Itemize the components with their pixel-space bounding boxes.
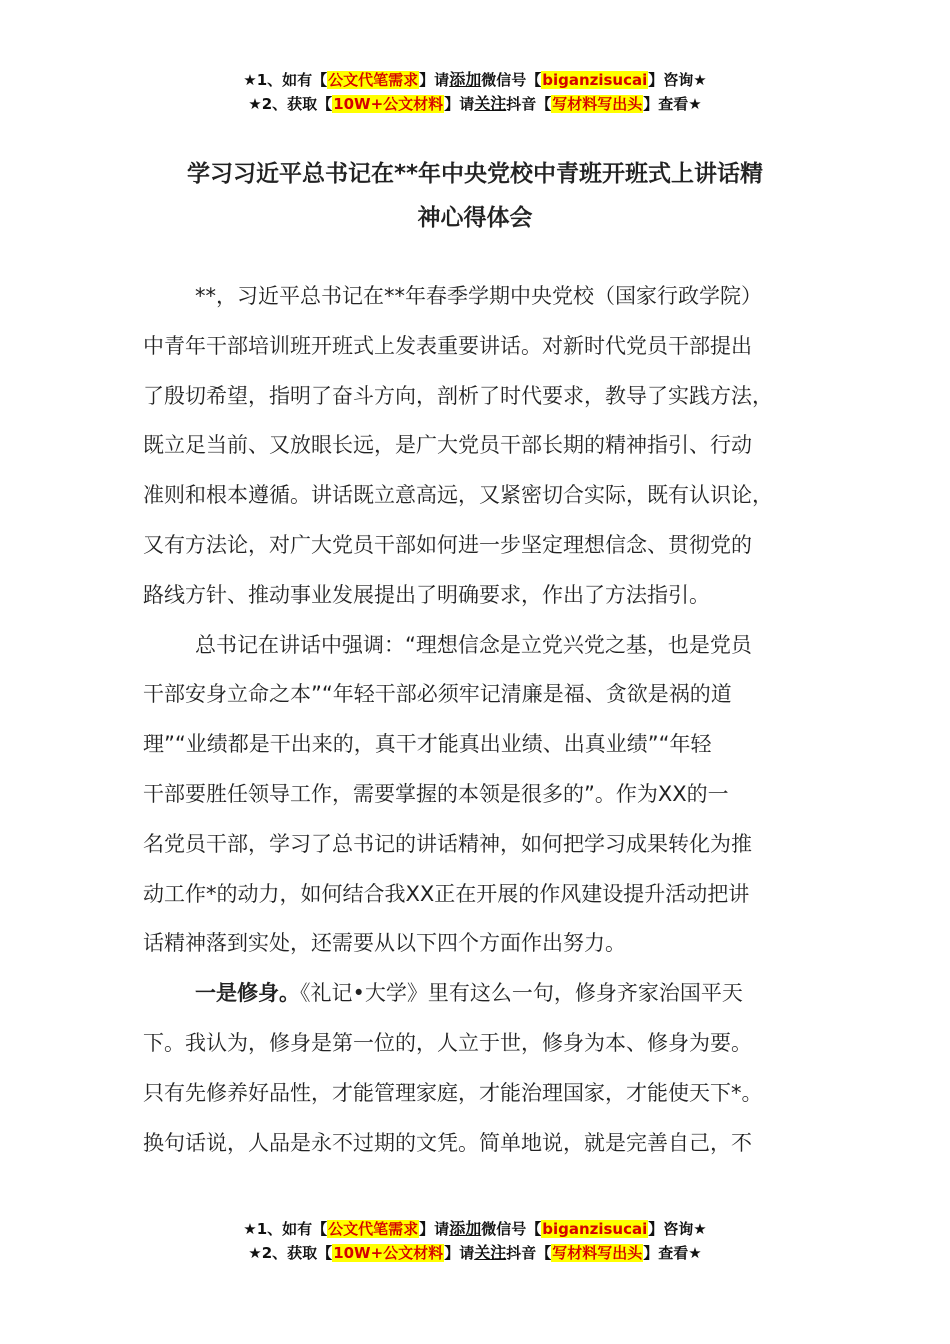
section-lead: 一是修身。 xyxy=(195,981,300,1006)
banner-text: 抖音【 xyxy=(506,1244,552,1262)
paragraph-line: 总书记在讲话中强调：“理想信念是立党兴党之基，也是党员 xyxy=(195,632,752,657)
paragraph-line: 又有方法论，对广大党员干部如何进一步坚定理想信念、贯彻党的 xyxy=(143,532,752,557)
banner-text: 】请 xyxy=(419,71,450,89)
banner-text: 】查看★ xyxy=(643,95,702,113)
banner-text: 】咨询★ xyxy=(648,71,707,89)
footer-banner xyxy=(0,1217,950,1265)
paragraph-line: 换句话说，人品是永不过期的文凭。简单地说，就是完善自己，不 xyxy=(143,1130,752,1155)
banner-text: 】请 xyxy=(419,1220,450,1238)
title-line-1: 学习习近平总书记在**年中央党校中青班开班式上讲话精 xyxy=(186,161,764,187)
document-title xyxy=(140,152,810,240)
banner-underline: 添加 xyxy=(449,70,482,89)
paragraph-line: 干部要胜任领导工作，需要掌握的本领是很多的”。作为XX的一 xyxy=(143,781,729,806)
paragraph-line: 名党员干部，学习了总书记的讲话精神，如何把学习成果转化为推 xyxy=(143,831,752,856)
banner-text: 抖音【 xyxy=(506,95,552,113)
banner-line-2 xyxy=(0,92,950,116)
paragraph-line: 了殷切希望，指明了奋斗方向，剖析了时代要求，教导了实践方法， xyxy=(143,383,773,408)
banner-text: 】查看★ xyxy=(643,1244,702,1262)
banner-highlight: 写材料写出头 xyxy=(552,1244,643,1262)
title-line-2: 神心得体会 xyxy=(417,205,533,231)
paragraph-line: 中青年干部培训班开班式上发表重要讲话。对新时代党员干部提出 xyxy=(143,333,752,358)
paragraph-line: 干部安身立命之本”“年轻干部必须牢记清廉是福、贪欲是祸的道 xyxy=(143,682,732,707)
header-banner xyxy=(0,68,950,116)
paragraph-text: 《礼记•大学》里有这么一句，修身齐家治国平天 xyxy=(300,981,743,1006)
banner-highlight: biganzisucai xyxy=(542,1220,648,1238)
paragraph-line: 话精神落到实处，还需要从以下四个方面作出努力。 xyxy=(143,931,626,956)
banner-underline: 关注 xyxy=(474,1243,507,1262)
banner-text: 】请 xyxy=(444,95,475,113)
banner-line-1 xyxy=(0,1217,950,1241)
banner-highlight: 10W+公文材料 xyxy=(333,95,444,113)
banner-highlight: 公文代笔需求 xyxy=(328,1220,419,1238)
paragraph-line: 动工作*的动力，如何结合我XX正在开展的作风建设提升活动把讲 xyxy=(143,881,750,906)
banner-line-2 xyxy=(0,1241,950,1265)
banner-text: 微信号【 xyxy=(481,71,542,89)
paragraph-line xyxy=(143,969,809,1019)
banner-text: ★1、如有【 xyxy=(243,1220,328,1238)
banner-text: ★1、如有【 xyxy=(243,71,328,89)
banner-text: ★2、获取【 xyxy=(248,1244,333,1262)
banner-highlight: 10W+公文材料 xyxy=(333,1244,444,1262)
paragraph-line: 准则和根本遵循。讲话既立意高远，又紧密切合实际，既有认识论， xyxy=(143,483,773,508)
document-body xyxy=(143,272,809,1168)
paragraph-line: 既立足当前、又放眼长远，是广大党员干部长期的精神指引、行动 xyxy=(143,433,752,458)
paragraph-line: 下。我认为，修身是第一位的，人立于世，修身为本、修身为要。 xyxy=(143,1030,752,1055)
banner-underline: 添加 xyxy=(449,1219,482,1238)
banner-text: 】咨询★ xyxy=(648,1220,707,1238)
paragraph-line: 路线方针、推动事业发展提出了明确要求，作出了方法指引。 xyxy=(143,582,710,607)
paragraph-line: **，习近平总书记在**年春季学期中央党校（国家行政学院） xyxy=(195,284,762,308)
banner-highlight: biganzisucai xyxy=(542,71,648,89)
banner-text: ★2、获取【 xyxy=(248,95,333,113)
banner-line-1 xyxy=(0,68,950,92)
banner-text: 微信号【 xyxy=(481,1220,542,1238)
paragraph-line: 只有先修养好品性，才能管理家庭，才能治理国家，才能使天下*。 xyxy=(143,1080,763,1105)
banner-highlight: 公文代笔需求 xyxy=(328,71,419,89)
paragraph-line: 理”“业绩都是干出来的，真干才能真出业绩、出真业绩”“年轻 xyxy=(143,732,712,757)
banner-text: 】请 xyxy=(444,1244,475,1262)
banner-highlight: 写材料写出头 xyxy=(552,95,643,113)
banner-underline: 关注 xyxy=(474,94,507,113)
